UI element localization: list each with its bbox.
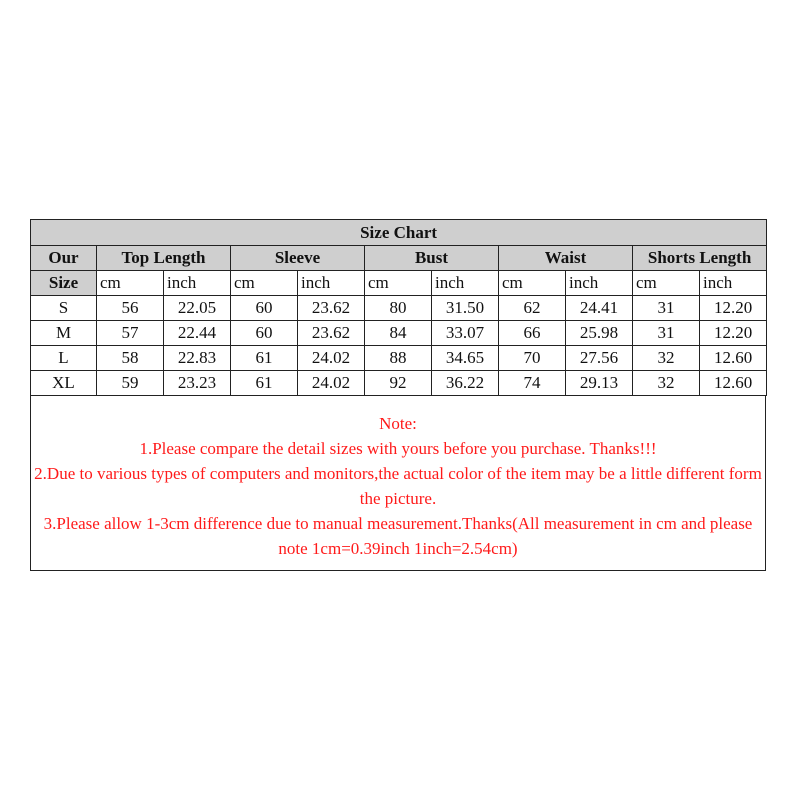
value-cell: 23.62 bbox=[298, 321, 365, 346]
value-cell: 24.41 bbox=[566, 296, 633, 321]
unit-inch: inch bbox=[566, 271, 633, 296]
unit-inch: inch bbox=[298, 271, 365, 296]
chart-title: Size Chart bbox=[31, 220, 767, 246]
value-cell: 12.20 bbox=[700, 296, 767, 321]
note-line-2: 2.Due to various types of computers and monitors,the actual color of the item may be a little different form the picture. bbox=[34, 464, 762, 508]
table-row bbox=[31, 346, 767, 371]
size-cell: L bbox=[31, 346, 97, 371]
value-cell: 22.44 bbox=[164, 321, 231, 346]
value-cell: 61 bbox=[231, 346, 298, 371]
value-cell: 24.02 bbox=[298, 346, 365, 371]
value-cell: 22.83 bbox=[164, 346, 231, 371]
value-cell: 25.98 bbox=[566, 321, 633, 346]
value-cell: 32 bbox=[633, 346, 700, 371]
value-cell: 22.05 bbox=[164, 296, 231, 321]
notes-box bbox=[30, 396, 766, 571]
size-header-bottom: Size bbox=[31, 271, 97, 296]
value-cell: 92 bbox=[365, 371, 432, 396]
value-cell: 58 bbox=[97, 346, 164, 371]
value-cell: 33.07 bbox=[432, 321, 499, 346]
value-cell: 62 bbox=[499, 296, 566, 321]
unit-cm: cm bbox=[633, 271, 700, 296]
table-row bbox=[31, 371, 767, 396]
size-header-top: Our bbox=[31, 246, 97, 271]
size-cell: S bbox=[31, 296, 97, 321]
unit-inch: inch bbox=[700, 271, 767, 296]
value-cell: 31 bbox=[633, 321, 700, 346]
value-cell: 29.13 bbox=[566, 371, 633, 396]
value-cell: 36.22 bbox=[432, 371, 499, 396]
value-cell: 24.02 bbox=[298, 371, 365, 396]
value-cell: 74 bbox=[499, 371, 566, 396]
unit-inch: inch bbox=[164, 271, 231, 296]
value-cell: 56 bbox=[97, 296, 164, 321]
value-cell: 34.65 bbox=[432, 346, 499, 371]
value-cell: 12.20 bbox=[700, 321, 767, 346]
value-cell: 61 bbox=[231, 371, 298, 396]
value-cell: 27.56 bbox=[566, 346, 633, 371]
value-cell: 57 bbox=[97, 321, 164, 346]
value-cell: 80 bbox=[365, 296, 432, 321]
value-cell: 84 bbox=[365, 321, 432, 346]
unit-cm: cm bbox=[231, 271, 298, 296]
group-header-bust: Bust bbox=[365, 246, 499, 271]
size-chart-table bbox=[30, 219, 767, 396]
size-chart-sheet bbox=[30, 219, 766, 571]
value-cell: 88 bbox=[365, 346, 432, 371]
value-cell: 31 bbox=[633, 296, 700, 321]
unit-cm: cm bbox=[365, 271, 432, 296]
unit-cm: cm bbox=[97, 271, 164, 296]
value-cell: 23.62 bbox=[298, 296, 365, 321]
group-header-sleeve: Sleeve bbox=[231, 246, 365, 271]
value-cell: 66 bbox=[499, 321, 566, 346]
note-line-3: 3.Please allow 1-3cm difference due to manual measurement.Thanks(All measurement in cm and please note 1cm=0.39inch 1inch=2.54cm) bbox=[43, 514, 753, 558]
note-line-1: 1.Please compare the detail sizes with yours before you purchase. Thanks!!! bbox=[139, 439, 657, 458]
table-row bbox=[31, 296, 767, 321]
value-cell: 31.50 bbox=[432, 296, 499, 321]
group-header-waist: Waist bbox=[499, 246, 633, 271]
group-header-top-length: Top Length bbox=[97, 246, 231, 271]
value-cell: 59 bbox=[97, 371, 164, 396]
table-row bbox=[31, 321, 767, 346]
value-cell: 70 bbox=[499, 346, 566, 371]
size-cell: XL bbox=[31, 371, 97, 396]
value-cell: 60 bbox=[231, 296, 298, 321]
value-cell: 32 bbox=[633, 371, 700, 396]
value-cell: 12.60 bbox=[700, 371, 767, 396]
value-cell: 60 bbox=[231, 321, 298, 346]
group-header-shorts-length: Shorts Length bbox=[633, 246, 767, 271]
value-cell: 12.60 bbox=[700, 346, 767, 371]
size-cell: M bbox=[31, 321, 97, 346]
notes-heading: Note: bbox=[379, 414, 417, 433]
unit-inch: inch bbox=[432, 271, 499, 296]
value-cell: 23.23 bbox=[164, 371, 231, 396]
unit-cm: cm bbox=[499, 271, 566, 296]
